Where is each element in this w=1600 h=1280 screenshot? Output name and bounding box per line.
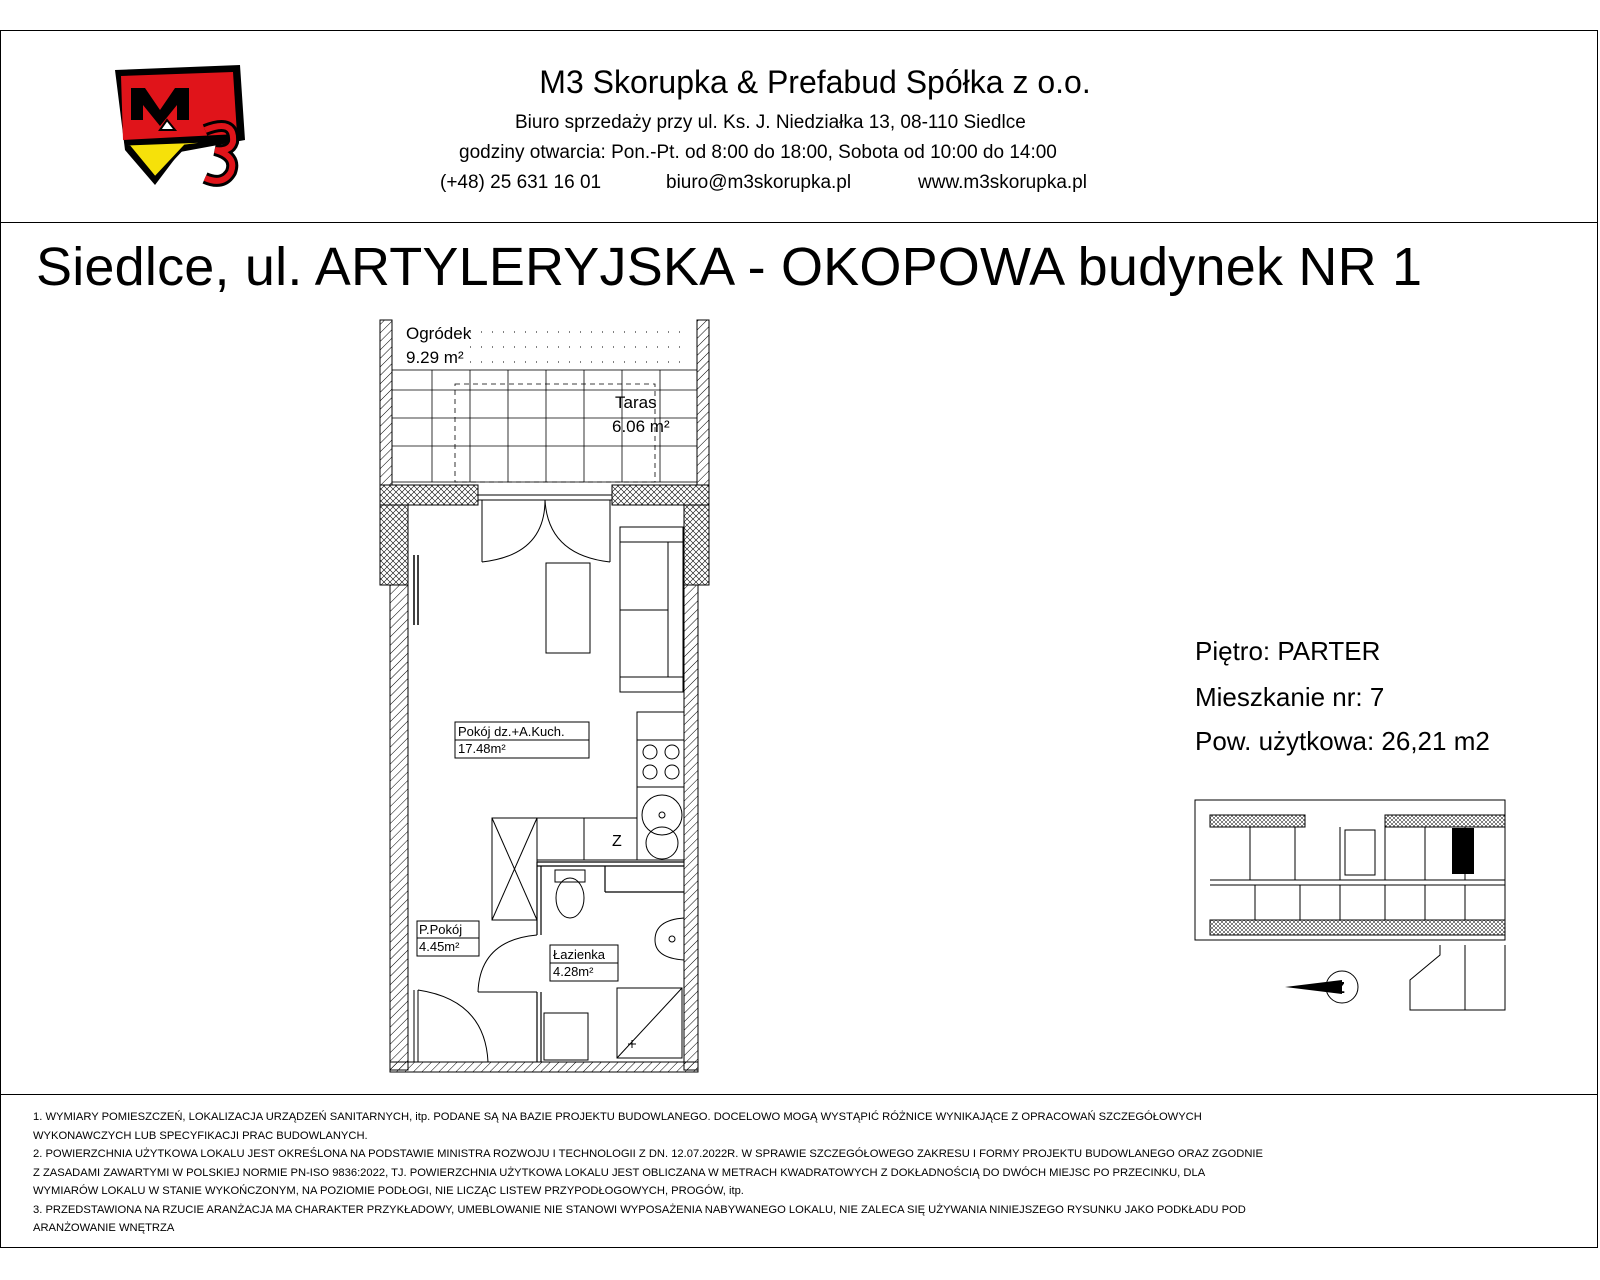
email-link[interactable]: biuro@m3skorupka.pl xyxy=(666,172,852,193)
wall-left-upper xyxy=(380,505,408,585)
toilet xyxy=(555,870,585,918)
phone-number[interactable]: (+48) 25 631 16 01 xyxy=(440,172,602,193)
website-link[interactable]: www.m3skorupka.pl xyxy=(918,172,1087,193)
bath-label: Łazienka xyxy=(553,947,606,962)
kitchen-counter xyxy=(637,712,684,860)
header-divider xyxy=(0,222,1598,223)
terrace-label: Taras xyxy=(615,393,657,412)
garden-wall-right xyxy=(697,320,709,485)
bath-area: 4.28m² xyxy=(553,964,594,979)
wall-top-right xyxy=(612,485,709,505)
garden-area: 9.29 m² xyxy=(406,348,464,367)
floor-info: Piętro: PARTER xyxy=(1195,636,1381,666)
apartment-highlight xyxy=(1452,828,1474,874)
usable-area: Pow. użytkowa: 26,21 m2 xyxy=(1195,726,1490,756)
terrace-area: 6.06 m² xyxy=(612,417,670,436)
apartment-number: Mieszkanie nr: 7 xyxy=(1195,682,1385,712)
fridge-mark: Z xyxy=(612,833,622,850)
window-left xyxy=(414,555,418,625)
opening-hours: godziny otwarcia: Pon.-Pt. od 8:00 do 18:00, Sobota od 10:00 do 14:00 xyxy=(459,142,1057,163)
note-line: ARANŻOWANIE WNĘTRZA xyxy=(33,1222,175,1234)
table xyxy=(546,563,590,653)
notes-divider xyxy=(0,1094,1598,1095)
note-line: WYMIARÓW LOKALU W STANIE WYKOŃCZONYM, NA POZIOMIE PODŁOGI, NIE LICZĄC LISTEW PRZYPODŁOGOWYCH, PROGÓW, itp. xyxy=(33,1185,744,1197)
wall-right xyxy=(684,585,698,1070)
note-line: Z ZASADAMI ZAWARTYMI W POLSKIEJ NORMIE PN-ISO 9836:2022, TJ. POWIERZCHNIA UŻYTKOWA LOKALU JEST OBLICZANA W METRACH KWADRATOWYCH Z DOKŁADNOŚCIĄ DO DWÓCH MIEJSC PO PRZECINKU, DLA xyxy=(33,1166,1206,1179)
company-name: M3 Skorupka & Prefabud Spółka z o.o. xyxy=(539,64,1091,100)
hall-label: P.Pokój xyxy=(419,922,463,937)
hall-area: 4.45m² xyxy=(419,939,460,954)
office-address: Biuro sprzedaży przy ul. Ks. J. Niedziałka 13, 08-110 Siedlce xyxy=(515,112,1026,133)
note-line: 1. WYMIARY POMIESZCZEŃ, LOKALIZACJA URZĄDZEŃ SANITARNYCH, itp. PODANE SĄ NA BAZIE PROJEKTU BUDOWLANEGO. DOCELOWO MOGĄ WYSTĄPIĆ RÓŻNICE WYNIKAJĄCE Z OPRACOWAŃ SZCZEGÓŁOWYCH xyxy=(33,1111,1202,1123)
wall-top-left xyxy=(380,485,478,505)
north-mark: Z xyxy=(1335,980,1345,997)
garden-wall-left xyxy=(380,320,392,485)
washing-machine xyxy=(544,1013,588,1060)
sofa xyxy=(620,527,683,692)
wall-left xyxy=(390,585,408,1070)
shower xyxy=(617,988,682,1058)
building-key-plan xyxy=(1190,795,1510,1025)
room-label: Pokój dz.+A.Kuch. xyxy=(458,724,565,739)
entrance-door xyxy=(414,990,488,1062)
disclaimer-notes xyxy=(33,1108,1553,1238)
sink xyxy=(655,918,684,960)
wall-right-upper xyxy=(684,505,709,585)
page-title: Siedlce, ul. ARTYLERYJSKA - OKOPOWA budynek NR 1 xyxy=(36,237,1423,297)
note-line: 2. POWIERZCHNIA UŻYTKOWA LOKALU JEST OKREŚLONA NA PODSTAWIE MINISTRA ROZWOJU I TECHNOLOGII Z DN. 12.07.2022R. W SPRAWIE SZCZEGÓŁOWEGO ZAKRESU I FORMY PROJEKTU BUDOWLANEGO ORAZ ZGODNIE xyxy=(33,1148,1263,1160)
note-line: WYKONAWCZYCH LUB SPECYFIKACJI PRAC BUDOWLANYCH. xyxy=(33,1129,368,1142)
north-arrow xyxy=(1285,971,1358,1003)
wall-bottom xyxy=(390,1062,698,1072)
garden-label: Ogródek xyxy=(406,324,472,343)
note-line: 3. PRZEDSTAWIONA NA RZUCIE ARANŻACJA MA CHARAKTER PRZYKŁADOWY, UMEBLOWANIE NIE STANOWI WYPOSAŻENIA NABYWANEGO LOKALU, NIE ZALECA SIĘ UŻYWANIA NINIEJSZEGO RYSUNKU JAKO PODKŁADU POD xyxy=(33,1203,1246,1216)
bathroom-door xyxy=(478,935,537,992)
garden-dots xyxy=(470,332,690,362)
terrace-door xyxy=(478,495,612,562)
room-area: 17.48m² xyxy=(458,741,506,756)
floor-plan xyxy=(360,318,720,1078)
